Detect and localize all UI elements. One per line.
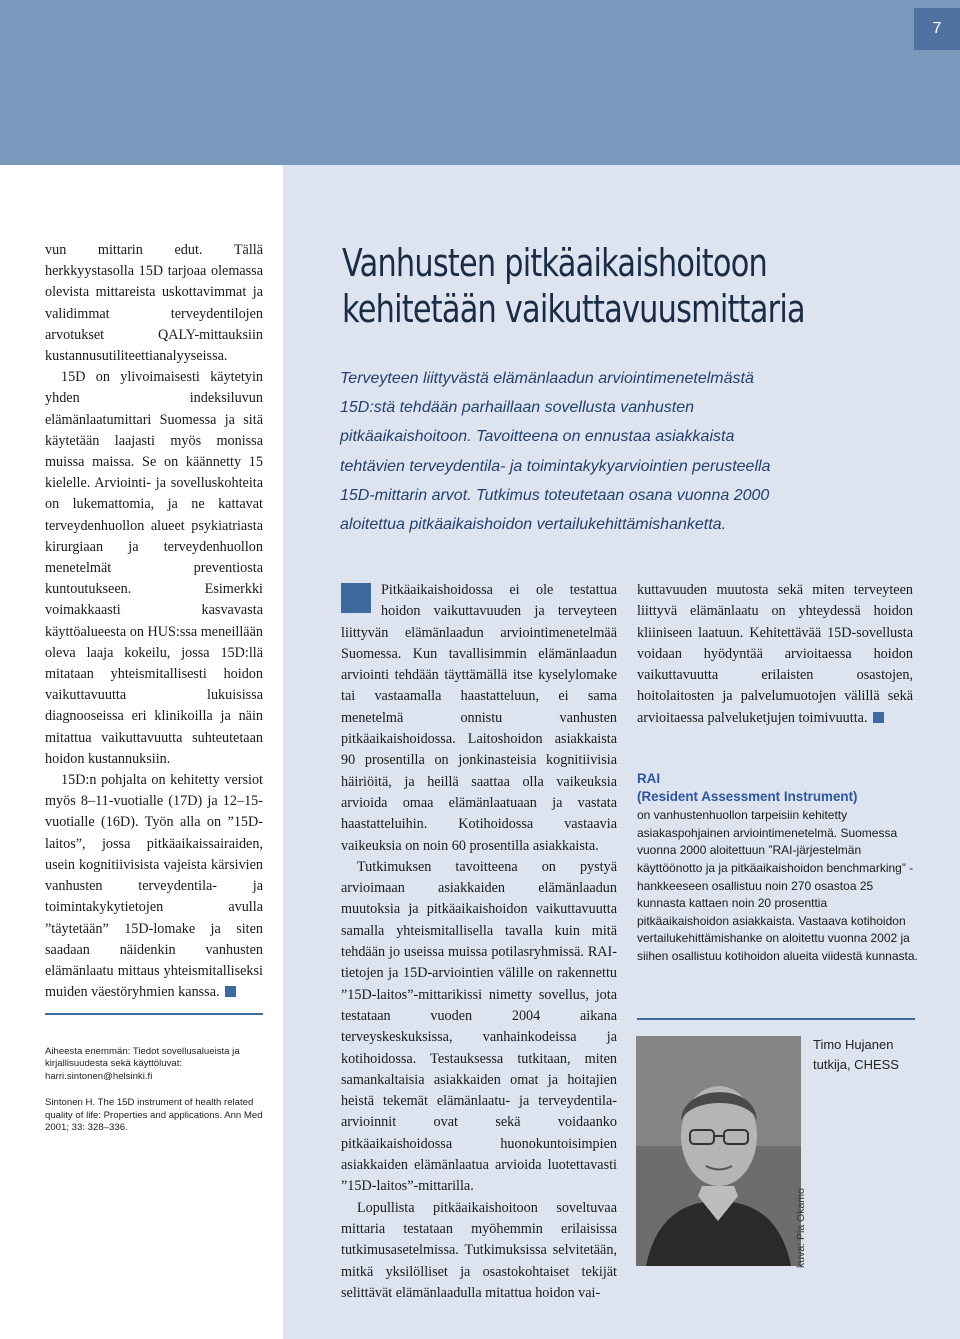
left-paragraph: 15D on ylivoimaisesti käytetyin yhden indeksiluvun elämänlaatumittari Suomessa ja sitä käytetään laajasti myös monissa muissa maissa. Se on käännetty 15 kielelle. Arviointi- ja sovelluskohteita on lukemattomia, ja ne kattavat terveydenhuollon alueet psykiatriasta kirurgiaan ja terveydenhuollon menetelmät preventiosta kuntoutukseen. Esimerkki voimakkaasti kasvavasta käyttöalueesta on HUS:ssa meneillään oleva laaja kokeilu, jossa 15D:llä mitataan yhteismitallisesti hoidon vaikuttavuutta lukuisissa diagnooseissa eri klinikoilla ja näin mitattua vaikuttavuutta suhteutetaan hoidon kustannuksiin.	[45, 369, 263, 767]
divider	[45, 1013, 263, 1015]
right-column	[637, 580, 913, 729]
author-name: Timo Hujanen	[813, 1037, 894, 1052]
end-mark-icon	[225, 986, 236, 997]
article-lead: Terveyteen liittyvästä elämänlaadun arviointimenetelmästä 15D:stä tehdään parhaillaan sovellusta vanhusten pitkäaikaishoitoon. Tavoitteena on ennustaa asiakkaista tehtävien terveydentila- ja toimintakykyarviointien perusteella 15D-mittarin arvot. Tutkimus toteutetaan osana vuonna 2000 aloitettua pitkäaikaishoidon vertailukehittämishanketta.	[340, 370, 771, 534]
page-number: 7	[914, 8, 960, 50]
note-further-info: Aiheesta enemmän: Tiedot sovellusalueista ja kirjallisuudesta sekä käyttöluvat: harri.sintonen@helsinki.fi	[45, 1046, 240, 1082]
header-band	[0, 0, 960, 165]
title-line: Vanhusten pitkäaikaishoitoon	[342, 241, 767, 285]
note-reference: Sintonen H. The 15D instrument of health related quality of life: Properties and applications. Ann Med 2001; 33: 328–336.	[45, 1097, 263, 1134]
section-start-icon	[341, 583, 371, 613]
rai-title: RAI	[637, 771, 661, 786]
body-paragraph-text: kuttavuuden muutosta sekä miten terveyteen liittyvä elämänlaatu on yhteydessä hoidon kliiniseen laatuun. Kehitettävää 15D-sovellusta voidaan hyödyntää arvioitaessa hoidon vaikuttavuutta erilaisten osastojen, hoitolaitosten ja palvelumuotojen välillä sekä arvioitaessa palveluketjujen toimivuutta.	[637, 582, 913, 726]
left-paragraph: vun mittarin edut. Tällä herkkyystasolla 15D tarjoaa olemassa olevista mittareista uskottavimmat ja validimmat terveydentilojen arvotukset QALY-mittauksiin kustannusutiliteettianalyyseissa.	[45, 242, 263, 365]
article-title	[342, 240, 822, 332]
end-mark-icon	[873, 712, 884, 723]
left-column	[45, 240, 263, 1003]
body-paragraph: Pitkäaikaishoidossa ei ole testattua hoidon vaikuttavuuden ja terveyteen liittyvän elämänlaadun arviointimenetelmää Suomessa. Kun tavallisimmin elämänlaadun arviointi tehdään täyttämällä itse kyselylomake tai vastaamalla haastatteluun, ei sama menetelmä onnistu vanhusten pitkäaikaishoidossa. Laitoshoidon asiakkaista 90 prosentilla on jonkinasteisia kognitiivisia häiriöitä, ja heillä saattaa olla vaikeuksia arvioida omaa elämänlaatuaan ja vastata haastatteluihin. Kotihoidossa vastaavia vaikeuksia on noin 60 prosentilla asiakkaista.	[341, 582, 617, 854]
author-photo	[636, 1036, 801, 1266]
author-info	[813, 1035, 899, 1075]
divider	[637, 1018, 915, 1020]
body-paragraph: Tutkimuksen tavoitteena on pystyä arvioimaan asiakkaiden elämänlaadun muutoksia ja pitkäaikaishoidon vaikuttavuutta samalla yhteismitallisella tavalla kuin mitä tehdään jo useissa muissa potilasryhmissä. RAI-tietojen ja 15D-arviointien välille on rakennettu ”15D-laitos”-mittarikissi nimetty sovellus, jota testataan vuoden 2004 aikana terveyskeskuksissa, vanhainkodeissa ja kotihoidossa. Testauksessa tutkitaan, miten samankaltaisia asiakkaiden omat ja hoitajien heistä tekemät elämänlaatu- ja terveydentila-arvioinnit ovat sekä voidaanko pitkäaikaishoidossa huonokuntoisimpien asiakkaiden elämänlaatua arvioida luotettavasti ”15D-laitos”-mittarilla.	[341, 858, 617, 1195]
author-role: tutkija, CHESS	[813, 1057, 899, 1072]
rai-subtitle: (Resident Assessment Instrument)	[637, 788, 858, 804]
rai-text: on vanhustenhuollon tarpeisiin kehitetty asiakaspohjainen arviointimenetelmä. Suomessa vuonna 2000 aloitettuun ”RAI-järjestelmän käyttöönotto ja ja pitkäaikaishoidon benchmarking” -hankkeeseen osallistuu noin 270 osastoa 25 kunnasta kattaen noin 20 prosenttia pitkäaikaishoidon asiakkaista. Vastaava kotihoidon vertailukehittämishanke on aloitettu vuonna 2002 ja siihen osallistuu kotihoidon alueita viidestä kunnasta.	[637, 808, 918, 963]
title-line: kehitetään vaikuttavuusmittaria	[342, 287, 805, 331]
rai-sidebar	[637, 770, 922, 966]
body-paragraph	[637, 580, 913, 729]
middle-column	[341, 580, 617, 1304]
left-paragraph-last	[45, 770, 263, 1003]
portrait-illustration	[636, 1036, 801, 1266]
photo-credit: kuva: Pia Okamo	[795, 1188, 807, 1268]
left-paragraph-text: 15D:n pohjalta on kehitetty versiot myös 8–11-vuotialle (17D) ja 12–15-vuotialle (16D). Työn alla on ”15D-laitos”, jossa pitkäaikaissairaiden, usein kognitiivisista vajeista kärsivien vanhusten terveydentila- ja toimintakykytietojen avulla ”täytetään” 15D-lomake ja siten saadaan näidenkin vanhusten elämänlaatu mittaus yhteismitalliseksi muiden väestöryhmien kanssa.	[45, 772, 263, 1001]
notes	[45, 1046, 263, 1148]
body-paragraph: Lopullista pitkäaikaishoitoon soveltuvaa mittaria testataan myöhemmin erilaisissa tutkimusasetelmissa. Tutkimuksissa selvitetään, mitkä yksilölliset ja osastokohtaiset tekijät selittävät elämänlaadulla mitattua hoidon vai-	[341, 1199, 617, 1301]
